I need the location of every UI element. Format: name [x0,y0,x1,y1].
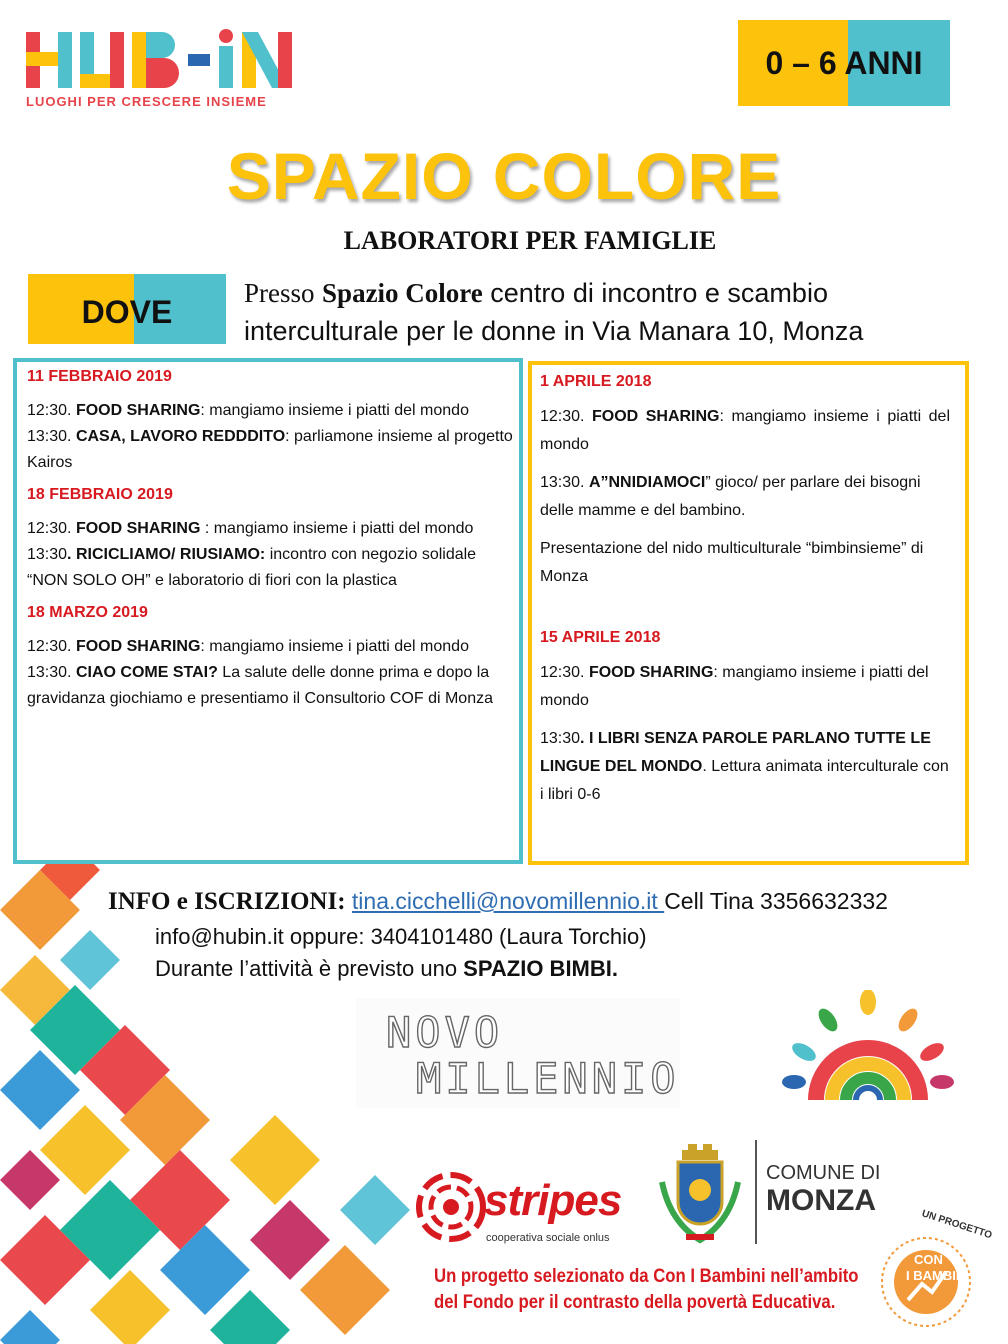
info-contacts: info@hubin.it oppure: 3404101480 (Laura Torchio) [155,924,647,949]
schedule-event [540,725,950,809]
event-time: 13:30. [27,664,76,681]
event-title: CIAO COME STAI? [75,664,218,681]
con-i-bambini-line1: CON [914,1252,943,1267]
stripes-spiral-icon [414,1170,488,1244]
schedule-date: 1 APRILE 2018 [540,373,652,390]
event-title: CASA, LAVORO REDDDITO [75,428,286,445]
event-desc: : mangiamo insieme i piatti del mondo [200,638,469,655]
novo-millennio-logo [356,998,680,1108]
hub-in-logo-mark [26,28,306,94]
event-desc: : parliamone insieme al progetto Kairos [27,428,513,471]
event-desc: incontro con negozio solidale “NON SOLO OH” e laboratorio di fiori con la plastica [27,546,477,589]
location-text [244,274,984,350]
info-spazio-bimbi-text: Durante l’attività è previsto uno [155,956,464,981]
event-desc: : mangiamo insieme i piatti del mondo [540,408,951,453]
event-title: A”NNIDIAMOCI [588,474,706,491]
event-time: 13:30 [540,730,581,747]
novo-millennio-line1: NOVO [386,1008,504,1057]
novo-millennio-line2: MILLENNIO [416,1054,680,1103]
comune-line2: MONZA [766,1184,876,1217]
hub-in-tagline: LUOGHI PER CRESCERE INSIEME [26,94,267,109]
dove-label: DOVE [81,294,173,330]
event-time: 13:30 [27,546,68,563]
schedule-date: 15 APRILE 2018 [540,629,661,646]
event-desc: La salute delle donne prima e dopo la gravidanza giochiamo e presentiamo il Consultorio COF di Monza [27,664,493,707]
event-desc: : mangiamo insieme i piatti del mondo [540,664,929,709]
info-line [108,888,888,916]
stripes-name: stripes [484,1176,622,1225]
event-time: 12:30. [540,664,589,681]
cell-text: Cell Tina 3356632332 [664,888,888,914]
schedule-event [27,660,517,712]
event-title: FOOD SHARING [75,402,201,419]
con-i-bambini-line2: I BAMBINI [906,1268,969,1283]
info-label: INFO e ISCRIZIONI: [108,888,346,915]
monza-crest-icon [652,1142,748,1246]
schedule-date: 18 MARZO 2019 [27,604,148,621]
event-time: 12:30. [27,638,76,655]
age-badge [738,20,950,106]
schedule-date: 11 FEBBRAIO 2019 [27,368,172,385]
event-title: . RICICLIAMO/ RIUSIAMO: [67,546,266,563]
schedule-event [27,542,517,594]
con-i-bambini-logo [878,1206,998,1336]
page-title: SPAZIO COLORE [226,139,782,213]
event-time: 12:30. [540,408,592,425]
schedule-event [27,424,517,476]
comune-divider [755,1140,757,1244]
info-spazio-bimbi [155,956,618,982]
event-title: FOOD SHARING [592,408,720,425]
event-desc: Presentazione del nido multiculturale “bimbinsieme” di Monza [540,540,924,585]
event-time: 13:30. [540,474,589,491]
location-line1-rest: centro di incontro e scambio [482,278,828,308]
schedule-event [27,398,517,424]
schedule-event [27,516,517,542]
stripes-subtitle: cooperativa sociale onlus [486,1232,610,1244]
schedule-event [540,535,950,591]
location-place: Spazio Colore [322,278,483,308]
age-badge-label: 0 – 6 ANNI [765,45,923,81]
event-desc: . Lettura animata interculturale con i libri 0-6 [540,758,949,803]
comune-di-monza-logo [652,1140,882,1250]
schedule-event [540,469,950,525]
page-subtitle: LABORATORI PER FAMIGLIE [343,226,717,255]
event-time: 13:30. [27,428,76,445]
schedule-box-february-march [13,358,523,864]
event-title: FOOD SHARING [75,520,201,537]
schedule-date: 18 FEBBRAIO 2019 [27,486,173,503]
event-title: FOOD SHARING [588,664,714,681]
schedule-box-april [528,361,969,865]
event-desc: : mangiamo insieme i piatti del mondo [200,520,474,537]
con-i-bambini-top: UN PROGETTO [920,1208,994,1242]
location-presso: Presso [244,278,315,308]
location-line2: interculturale per le donne in Via Manara 10, Monza [244,316,864,346]
schedule-event [540,659,950,715]
stripes-logo [414,1166,636,1256]
promo-line1: Un progetto selezionato da Con I Bambini nell’ambito [434,1266,859,1287]
schedule-event [540,403,950,459]
promo-line2: del Fondo per il contrasto della povertà Educativa. [434,1292,836,1313]
comune-line1: COMUNE DI [766,1162,881,1184]
event-title: FOOD SHARING [75,638,201,655]
event-title: . I LIBRI SENZA PAROLE PARLANO TUTTE LE LINGUE DEL MONDO [540,730,931,775]
promo-banner [424,1250,864,1322]
event-time: 12:30. [27,520,76,537]
email-link[interactable]: tina.cicchelli@novomillennio.it [351,888,665,914]
rainbow-arch-logo [776,990,960,1108]
event-desc: : mangiamo insieme i piatti del mondo [200,402,469,419]
info-spazio-bimbi-bold: SPAZIO BIMBI. [463,956,618,981]
event-time: 12:30. [27,402,76,419]
event-desc: ” gioco/ per parlare dei bisogni delle mamme e del bambino. [540,474,921,519]
schedule-event [27,634,517,660]
dove-badge [28,274,226,344]
